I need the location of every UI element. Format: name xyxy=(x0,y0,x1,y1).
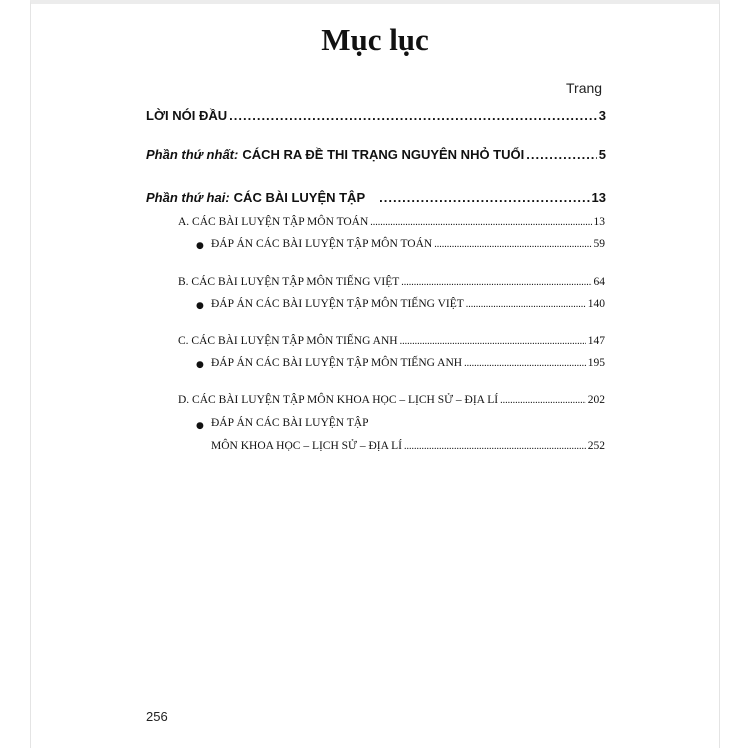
toc-entry-label: ĐÁP ÁN CÁC BÀI LUYỆN TẬP xyxy=(211,417,369,429)
toc-entry-part1[interactable] xyxy=(146,147,606,162)
dot-leader xyxy=(370,217,591,228)
toc-entry-page: 13 xyxy=(591,190,606,205)
dot-leader xyxy=(466,299,586,310)
bullet-icon: ● xyxy=(196,421,204,431)
toc-entry-label: ĐÁP ÁN CÁC BÀI LUYỆN TẬP MÔN TIẾNG ANH xyxy=(211,357,463,369)
toc-entry-label: ĐÁP ÁN CÁC BÀI LUYỆN TẬP MÔN TOÁN xyxy=(211,238,433,250)
toc-entry-label: ĐÁP ÁN CÁC BÀI LUYỆN TẬP MÔN TIẾNG VIỆT xyxy=(211,298,464,310)
toc-entry-prefix: Phần thứ nhất: xyxy=(146,147,239,162)
toc-entry-label: LỜI NÓI ĐẦU xyxy=(146,108,228,123)
toc-entry-page: 13 xyxy=(593,216,605,228)
bullet-icon: ● xyxy=(196,301,204,311)
toc-entry-page: 140 xyxy=(587,298,605,310)
toc-entry-preface[interactable] xyxy=(146,108,606,123)
toc-entry-label: CÁC BÀI LUYỆN TẬP xyxy=(233,190,366,205)
toc-entry-prefix: Phần thứ hai: xyxy=(146,190,230,205)
dot-leader xyxy=(401,277,591,288)
toc-entry-page: 5 xyxy=(598,147,606,162)
footer-page-number: 256 xyxy=(146,709,168,724)
toc-entry-label: A. CÁC BÀI LUYỆN TẬP MÔN TOÁN xyxy=(178,216,369,228)
toc-entry-label: MÔN KHOA HỌC – LỊCH SỬ – ĐỊA LÍ xyxy=(211,440,403,452)
dot-leader xyxy=(500,395,586,406)
dot-leader xyxy=(464,358,586,369)
bullet-icon: ● xyxy=(196,241,204,251)
toc-entry-section-d[interactable] xyxy=(178,394,605,406)
dot-leader xyxy=(400,336,586,347)
toc-entry-label: CÁCH RA ĐỀ THI TRẠNG NGUYÊN NHỎ TUỔI xyxy=(242,147,525,162)
page-column-label: Trang xyxy=(566,80,603,96)
dot-leader xyxy=(434,239,591,250)
toc-entry-label: C. CÁC BÀI LUYỆN TẬP MÔN TIẾNG ANH xyxy=(178,335,398,347)
toc-entry-page: 64 xyxy=(593,276,605,288)
toc-entry-section-a-answers[interactable] xyxy=(211,238,605,250)
toc-entry-label: B. CÁC BÀI LUYỆN TẬP MÔN TIẾNG VIỆT xyxy=(178,276,400,288)
toc-entry-section-b-answers[interactable] xyxy=(211,298,605,310)
bullet-icon: ● xyxy=(196,360,204,370)
toc-entry-page: 59 xyxy=(593,238,605,250)
page-title: Mục lục xyxy=(321,22,429,57)
toc-entry-section-a[interactable] xyxy=(178,216,605,228)
toc-entry-page: 147 xyxy=(587,335,605,347)
dot-leader xyxy=(229,108,597,123)
dot-leader xyxy=(379,190,589,205)
toc-entry-page: 3 xyxy=(598,108,606,123)
dot-leader xyxy=(526,147,597,162)
dot-leader xyxy=(404,441,586,452)
toc-entry-section-d-answers[interactable] xyxy=(211,440,605,452)
toc-entry-section-c[interactable] xyxy=(178,335,605,347)
toc-entry-section-c-answers[interactable] xyxy=(211,357,605,369)
toc-entry-page: 252 xyxy=(587,440,605,452)
toc-entry-section-b[interactable] xyxy=(178,276,605,288)
toc-entry-page: 195 xyxy=(587,357,605,369)
toc-entry-part2[interactable] xyxy=(146,190,606,205)
toc-entry-page: 202 xyxy=(587,394,605,406)
toc-entry-label: D. CÁC BÀI LUYỆN TẬP MÔN KHOA HỌC – LỊCH SỬ – ĐỊA LÍ xyxy=(178,394,499,406)
